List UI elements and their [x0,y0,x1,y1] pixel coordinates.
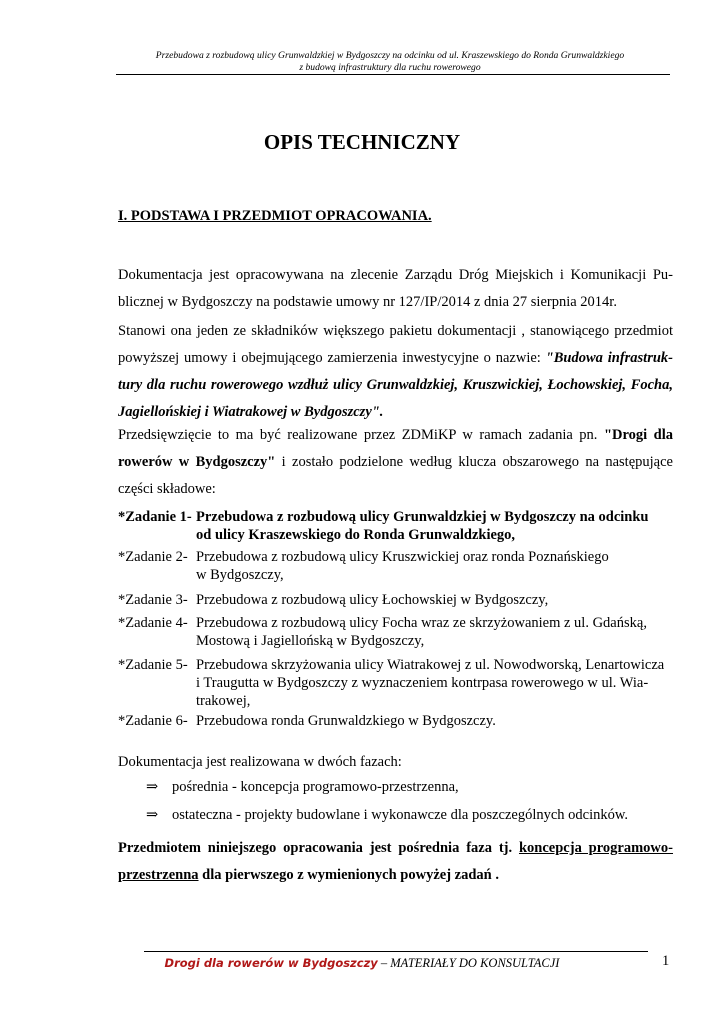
task-description [196,712,676,730]
task-description [196,548,676,584]
footer-rule [144,951,648,952]
task-description-line: Przebudowa ronda Grunwaldzkiego w Bydgoszczy. [196,713,496,729]
document-title: OPIS TECHNICZNY [263,130,461,154]
task-description [196,508,676,544]
paragraph-1 [118,262,673,316]
conclusion-line-2-text: dla pierwszego z wymienionych powyżej zadań . [198,867,499,883]
task-description [196,614,676,650]
task-name-end: rowerów w Bydgoszczy" [118,454,276,470]
task-label: *Zadanie 2- [118,549,188,565]
conclusion-line-1-text: Przedmiotem niniejszego opracowania jest pośrednia faza tj. [118,840,519,856]
phase-item-2 [146,806,628,824]
paragraph-1-line-1: Dokumentacja jest opracowywana na zlecenie Zarządu Dróg Miejskich i Komunikacji Pu- [118,267,673,283]
conclusion-line-1 [118,835,673,862]
task-description-line: trakowej, [196,693,251,709]
paragraph-2-line-2-text: powyższej umowy i obejmującego zamierzenia inwestycyjne o nazwie: [118,350,546,366]
footer [0,956,724,971]
conclusion-line-2 [118,862,673,889]
task-description-line: i Traugutta w Bydgoszczy z wyznaczeniem kontrpasa rowerowego w ul. Wia- [196,675,649,691]
project-name-start: "Budowa infrastruk- [545,350,673,366]
project-name-end: Jagiellońskiej i Wiatrakowej w Bydgoszczy". [118,404,384,420]
phase-text: ostateczna - projekty budowlane i wykonawcze dla poszczególnych odcinków. [172,807,629,823]
task-description-line: od ulicy Kraszewskiego do Ronda Grunwaldzkiego, [196,527,516,543]
concept-term-start: koncepcja programowo- [518,840,673,856]
paragraph-3-line-3: części składowe: [118,481,216,497]
paragraph-3-line-1 [118,422,673,449]
running-header [110,50,670,74]
arrow-right-icon: ⇒ [146,807,159,823]
task-description [196,656,676,710]
task-description-line: Przebudowa skrzyżowania ulicy Wiatrakowej z ul. Nowodworską, Lenartowicza [196,657,665,673]
footer-brand: Drogi dla rowerów w Bydgoszczy [164,956,378,970]
paragraph-3-line-2 [118,449,673,476]
running-header-line-2: z budową infrastruktury dla ruchu rowerowego [299,62,481,73]
running-header-line-1: Przebudowa z rozbudową ulicy Grunwaldzkiej w Bydgoszczy na odcinku od ul. Kraszewskiego do Ronda Grunwaldzkiego [155,50,625,61]
task-description [196,591,676,609]
task-description-line: Przebudowa z rozbudową ulicy Kruszwickiej oraz ronda Poznańskiego [196,549,609,565]
paragraph-2-line-2 [118,345,673,372]
page-number: 1 [662,953,670,969]
task-description-line: w Bydgoszczy, [196,567,284,583]
header-rule [116,74,670,75]
task-label: *Zadanie 6- [118,713,188,729]
footer-caption: – MATERIAŁY DO KONSULTACJI [377,956,560,970]
phase-text: pośrednia - koncepcja programowo-przestrzenna, [172,779,459,795]
task-description-line: Przebudowa z rozbudową ulicy Łochowskiej w Bydgoszczy, [196,592,549,608]
paragraph-2 [118,318,673,426]
phase-item-1 [146,778,459,796]
concept-term-end: przestrzenna [118,867,199,883]
task-description-line: Przebudowa z rozbudową ulicy Grunwaldzkiej w Bydgoszczy na odcinku [196,509,649,525]
task-label: *Zadanie 1- [118,509,192,525]
phases-intro: Dokumentacja jest realizowana w dwóch fazach: [118,754,402,770]
arrow-right-icon: ⇒ [146,779,159,795]
paragraph-3-line-1-text: Przedsięwzięcie to ma być realizowane przez ZDMiKP w ramach zadania pn. [118,427,604,443]
paragraph-1-line-2: blicznej w Bydgoszczy na podstawie umowy nr 127/IP/2014 z dnia 27 sierpnia 2014r. [118,294,617,310]
project-name-middle: tury dla ruchu rowerowego wzdłuż ulicy Grunwaldzkiej, Kruszwickiej, Łochowskiej, Focha, [118,377,673,393]
paragraph-3 [118,422,673,503]
task-label: *Zadanie 4- [118,615,188,631]
task-name-start: "Drogi dla [603,427,673,443]
task-label: *Zadanie 5- [118,657,188,673]
section-heading: I. PODSTAWA I PRZEDMIOT OPRACOWANIA. [118,208,432,224]
task-label: *Zadanie 3- [118,592,188,608]
paragraph-3-line-2-text: i zostało podzielone według klucza obszarowego na następujące [275,454,673,470]
task-description-line: Mostową i Jagiellońską w Bydgoszczy, [196,633,425,649]
conclusion-paragraph [118,835,673,889]
task-description-line: Przebudowa z rozbudową ulicy Focha wraz ze skrzyżowaniem z ul. Gdańską, [196,615,647,631]
paragraph-2-line-1: Stanowi ona jeden ze składników większego pakietu dokumentacji , stanowiącego przedmiot [118,323,673,339]
